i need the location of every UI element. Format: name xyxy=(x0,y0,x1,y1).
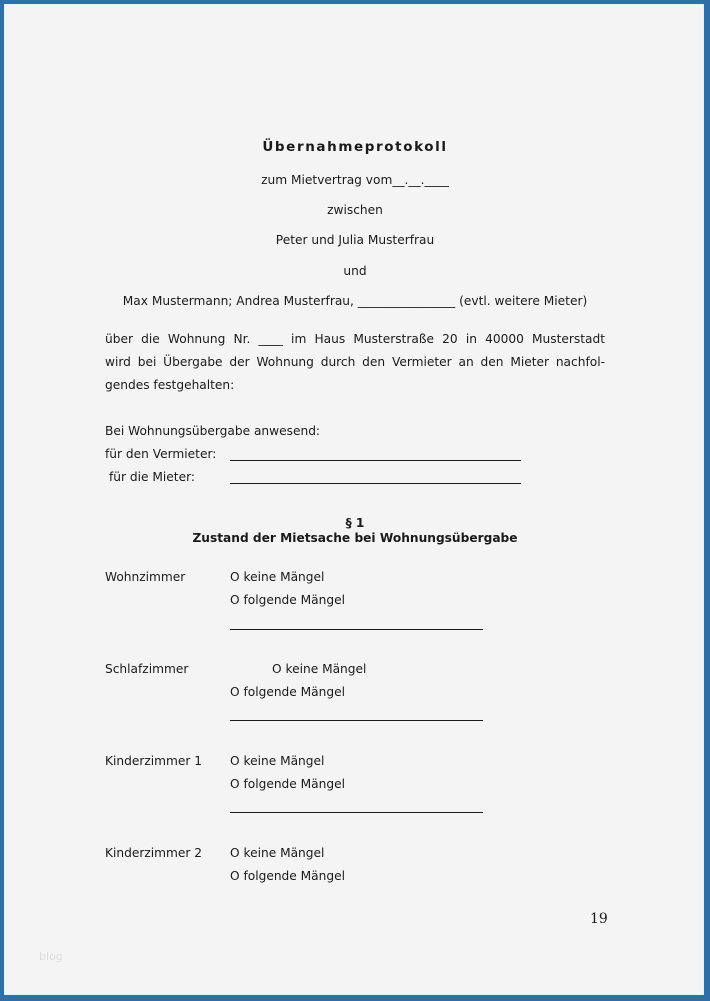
document-title: Übernahmeprotokoll xyxy=(262,139,448,155)
section-number: § 1 xyxy=(345,516,365,530)
present-heading: Bei Wohnungsübergabe anwesend: xyxy=(105,424,321,438)
intro-line-2: wird bei Übergabe der Wohnung durch den Vermieter an den Mieter nachfol- xyxy=(105,355,605,369)
defects-line xyxy=(230,629,483,630)
document-subtitle: zum Mietvertrag vom__.__.____ xyxy=(261,173,449,187)
option-no-defects[interactable]: O keine Mängel xyxy=(230,570,325,584)
option-defects[interactable]: O folgende Mängel xyxy=(230,685,345,699)
room-label-wohnzimmer: Wohnzimmer xyxy=(105,570,186,584)
defects-line xyxy=(230,720,483,721)
present-tenant-label: für die Mieter: xyxy=(109,470,195,484)
room-label-kinderzimmer-2: Kinderzimmer 2 xyxy=(105,846,203,860)
option-defects[interactable]: O folgende Mängel xyxy=(230,777,345,791)
option-defects[interactable]: O folgende Mängel xyxy=(230,593,345,607)
option-no-defects[interactable]: O keine Mängel xyxy=(230,754,325,768)
landlord-signature-line xyxy=(230,460,521,461)
tenant-names: Max Mustermann; Andrea Musterfrau, ________________ (evtl. weitere Mieter) xyxy=(122,294,588,308)
between-text: zwischen xyxy=(327,203,383,217)
page-number: 19 xyxy=(590,911,608,927)
and-text: und xyxy=(343,264,367,278)
intro-line-3: gendes festgehalten: xyxy=(105,378,235,392)
intro-line-1: über die Wohnung Nr. ____ im Haus Musterstraße 20 in 40000 Musterstadt xyxy=(105,332,605,346)
option-no-defects[interactable]: O keine Mängel xyxy=(272,662,367,676)
section-heading: Zustand der Mietsache bei Wohnungsübergabe xyxy=(192,531,518,545)
landlord-names: Peter und Julia Musterfrau xyxy=(275,233,435,247)
present-landlord-label: für den Vermieter: xyxy=(105,447,217,461)
room-label-kinderzimmer-1: Kinderzimmer 1 xyxy=(105,754,203,768)
room-label-schlafzimmer: Schlafzimmer xyxy=(105,662,189,676)
defects-line xyxy=(230,812,483,813)
watermark: blog xyxy=(39,950,63,963)
tenant-signature-line xyxy=(230,483,521,484)
option-no-defects[interactable]: O keine Mängel xyxy=(230,846,325,860)
option-defects[interactable]: O folgende Mängel xyxy=(230,869,345,883)
